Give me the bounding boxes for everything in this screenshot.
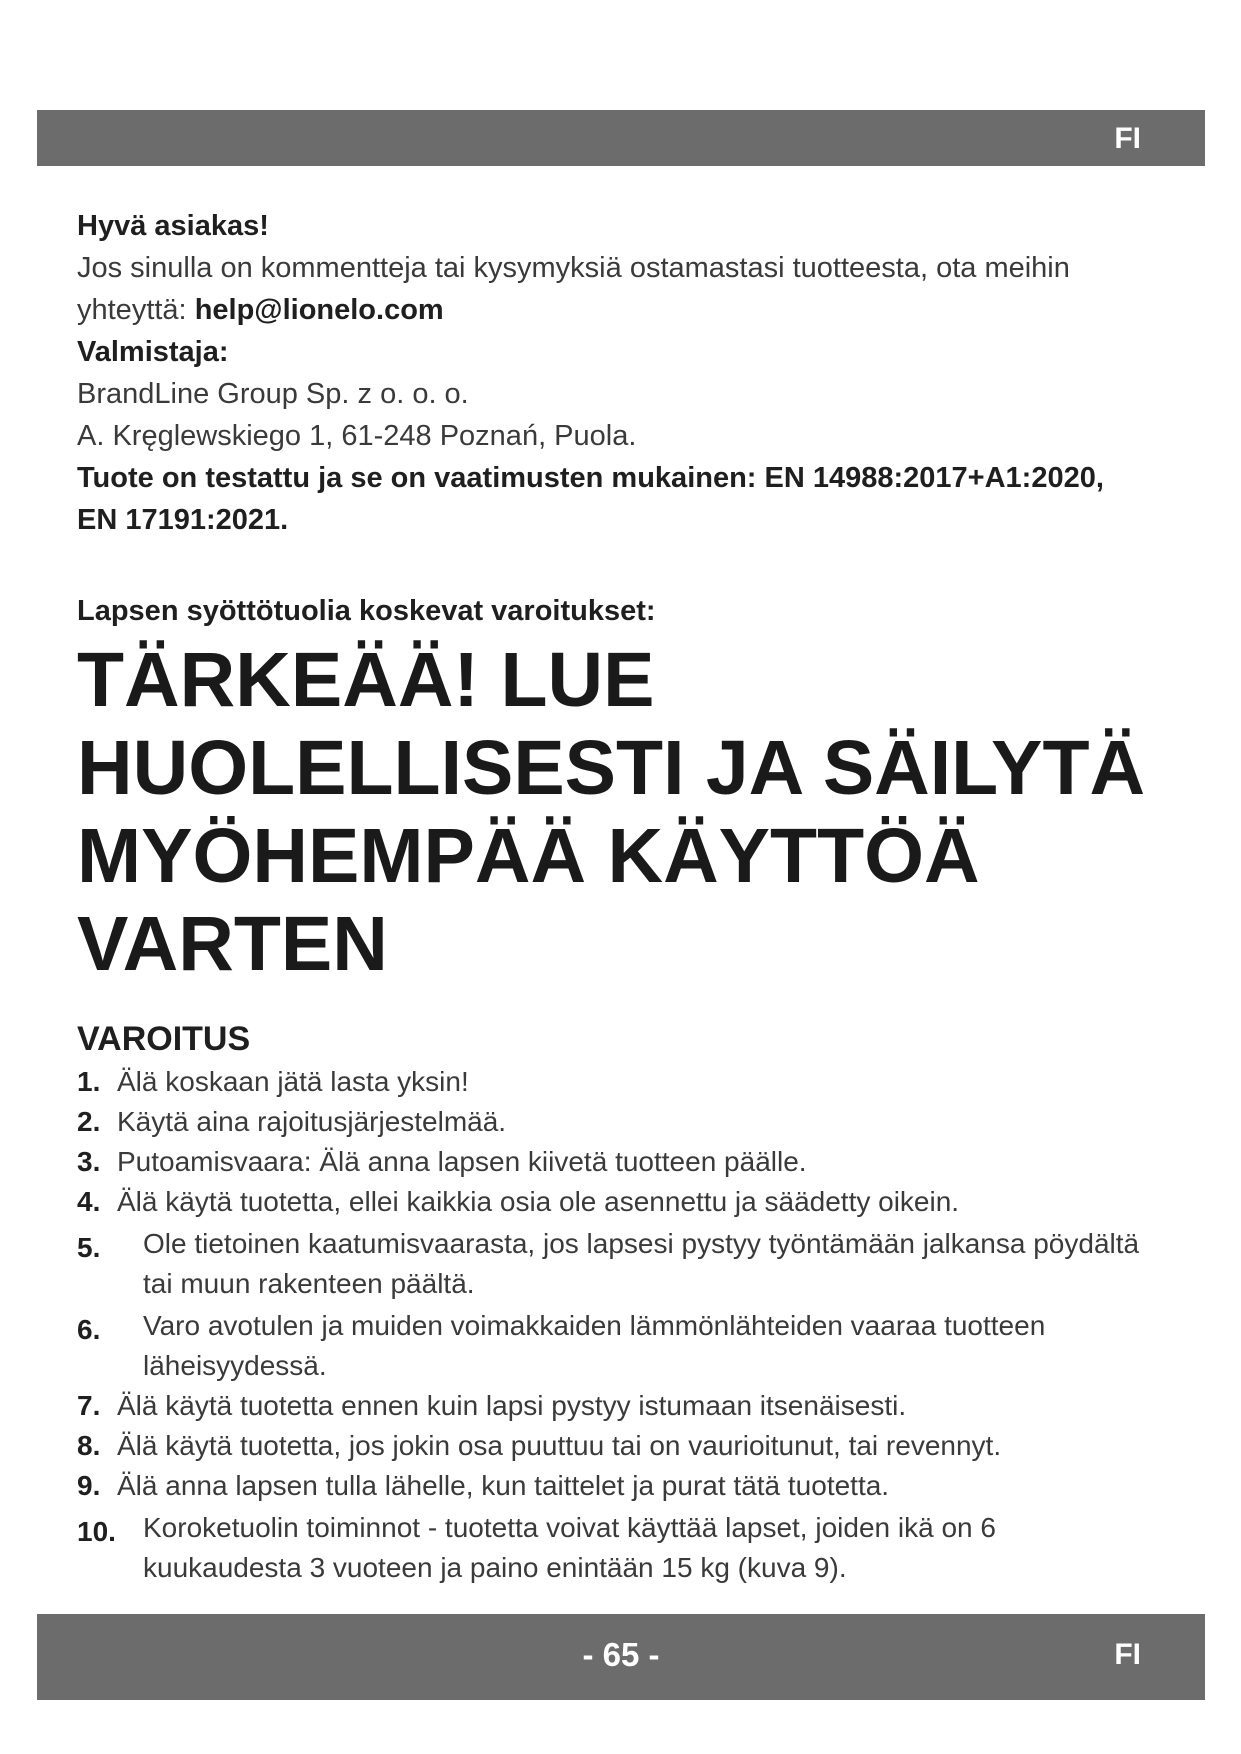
contact-section bbox=[77, 205, 1157, 331]
headline-line-3: MYÖHEMPÄÄ KÄYTTÖÄ bbox=[77, 813, 980, 899]
item-number: 8. bbox=[77, 1430, 101, 1461]
page-number: - 65 - bbox=[582, 1636, 660, 1673]
item-text: Putoamisvaara: Älä anna lapsen kiivetä tuotteen päälle. bbox=[117, 1146, 807, 1177]
headline-line-2: HUOLELLISESTI JA SÄILYTÄ bbox=[77, 725, 1146, 811]
list-item bbox=[77, 1142, 1157, 1182]
compliance-statement bbox=[77, 457, 1157, 541]
item-text: Älä anna lapsen tulla lähelle, kun taittelet ja purat tätä tuotetta. bbox=[117, 1470, 890, 1501]
manufacturer-label: Valmistaja: bbox=[77, 336, 229, 368]
item-number: 4. bbox=[77, 1186, 101, 1217]
item-text: Koroketuolin toiminnot - tuotetta voivat käyttää lapset, joiden ikä on 6 kuukaudesta 3 vuoteen ja paino enintään 15 kg (kuva 9). bbox=[143, 1512, 996, 1583]
item-number: 2. bbox=[77, 1106, 101, 1137]
item-number: 5. bbox=[77, 1232, 101, 1263]
item-number: 10. bbox=[77, 1516, 116, 1547]
item-number: 6. bbox=[77, 1314, 101, 1345]
headline bbox=[77, 636, 1157, 988]
item-text: Älä käytä tuotetta, ellei kaikkia osia ole asennettu ja säädetty oikein. bbox=[117, 1186, 960, 1217]
greeting: Hyvä asiakas! bbox=[77, 210, 269, 242]
item-text: Ole tietoinen kaatumisvaarasta, jos lapsesi pystyy työntämään jalkansa pöydältä tai muun rakenteen päältä. bbox=[143, 1228, 1140, 1299]
manufacturer-name: BrandLine Group Sp. z o. o. o. bbox=[77, 378, 469, 410]
item-text: Varo avotulen ja muiden voimakkaiden lämmönlähteiden vaaraa tuotteen läheisyydessä. bbox=[143, 1310, 1046, 1381]
support-email: help@lionelo.com bbox=[194, 294, 444, 326]
list-item bbox=[77, 1306, 1157, 1386]
warning-list bbox=[77, 1062, 1157, 1588]
warning-title: VAROITUS bbox=[77, 1020, 251, 1058]
headline-line-1: TÄRKEÄÄ! LUE bbox=[77, 637, 655, 723]
list-item bbox=[77, 1062, 1157, 1102]
manufacturer-address: A. Kręglewskiego 1, 61-248 Poznań, Puola. bbox=[77, 420, 637, 452]
item-number: 1. bbox=[77, 1066, 101, 1097]
list-item bbox=[77, 1224, 1157, 1304]
item-text: Älä koskaan jätä lasta yksin! bbox=[117, 1066, 469, 1097]
list-item bbox=[77, 1426, 1157, 1466]
warnings-intro: Lapsen syöttötuolia koskevat varoitukset: bbox=[77, 595, 656, 627]
footer-bar bbox=[37, 1614, 1205, 1700]
list-item bbox=[77, 1386, 1157, 1426]
item-number: 9. bbox=[77, 1470, 101, 1501]
page-content bbox=[77, 205, 1157, 1588]
item-text: Älä käytä tuotetta, jos jokin osa puuttuu tai on vaurioitunut, tai revennyt. bbox=[117, 1430, 1002, 1461]
headline-line-4: VARTEN bbox=[77, 901, 388, 987]
list-item bbox=[77, 1508, 1157, 1588]
list-item bbox=[77, 1466, 1157, 1506]
item-number: 7. bbox=[77, 1390, 101, 1421]
language-label: FI bbox=[1114, 122, 1141, 155]
compliance-line-1: Tuote on testattu ja se on vaatimusten mukainen: EN 14988:2017+A1:2020, bbox=[77, 462, 1104, 494]
item-text: Käytä aina rajoitusjärjestelmää. bbox=[117, 1106, 507, 1137]
item-number: 3. bbox=[77, 1146, 101, 1177]
compliance-line-2: EN 17191:2021. bbox=[77, 504, 289, 536]
language-label: FI bbox=[1114, 1638, 1141, 1671]
list-item bbox=[77, 1182, 1157, 1222]
contact-message: Jos sinulla on kommentteja tai kysymyksiä ostamastasi tuotteesta, ota meihin yhteyttä: bbox=[77, 252, 1070, 326]
header-bar bbox=[37, 110, 1205, 166]
manufacturer-section bbox=[77, 331, 1157, 457]
item-text: Älä käytä tuotetta ennen kuin lapsi pystyy istumaan itsenäisesti. bbox=[117, 1390, 907, 1421]
list-item bbox=[77, 1102, 1157, 1142]
